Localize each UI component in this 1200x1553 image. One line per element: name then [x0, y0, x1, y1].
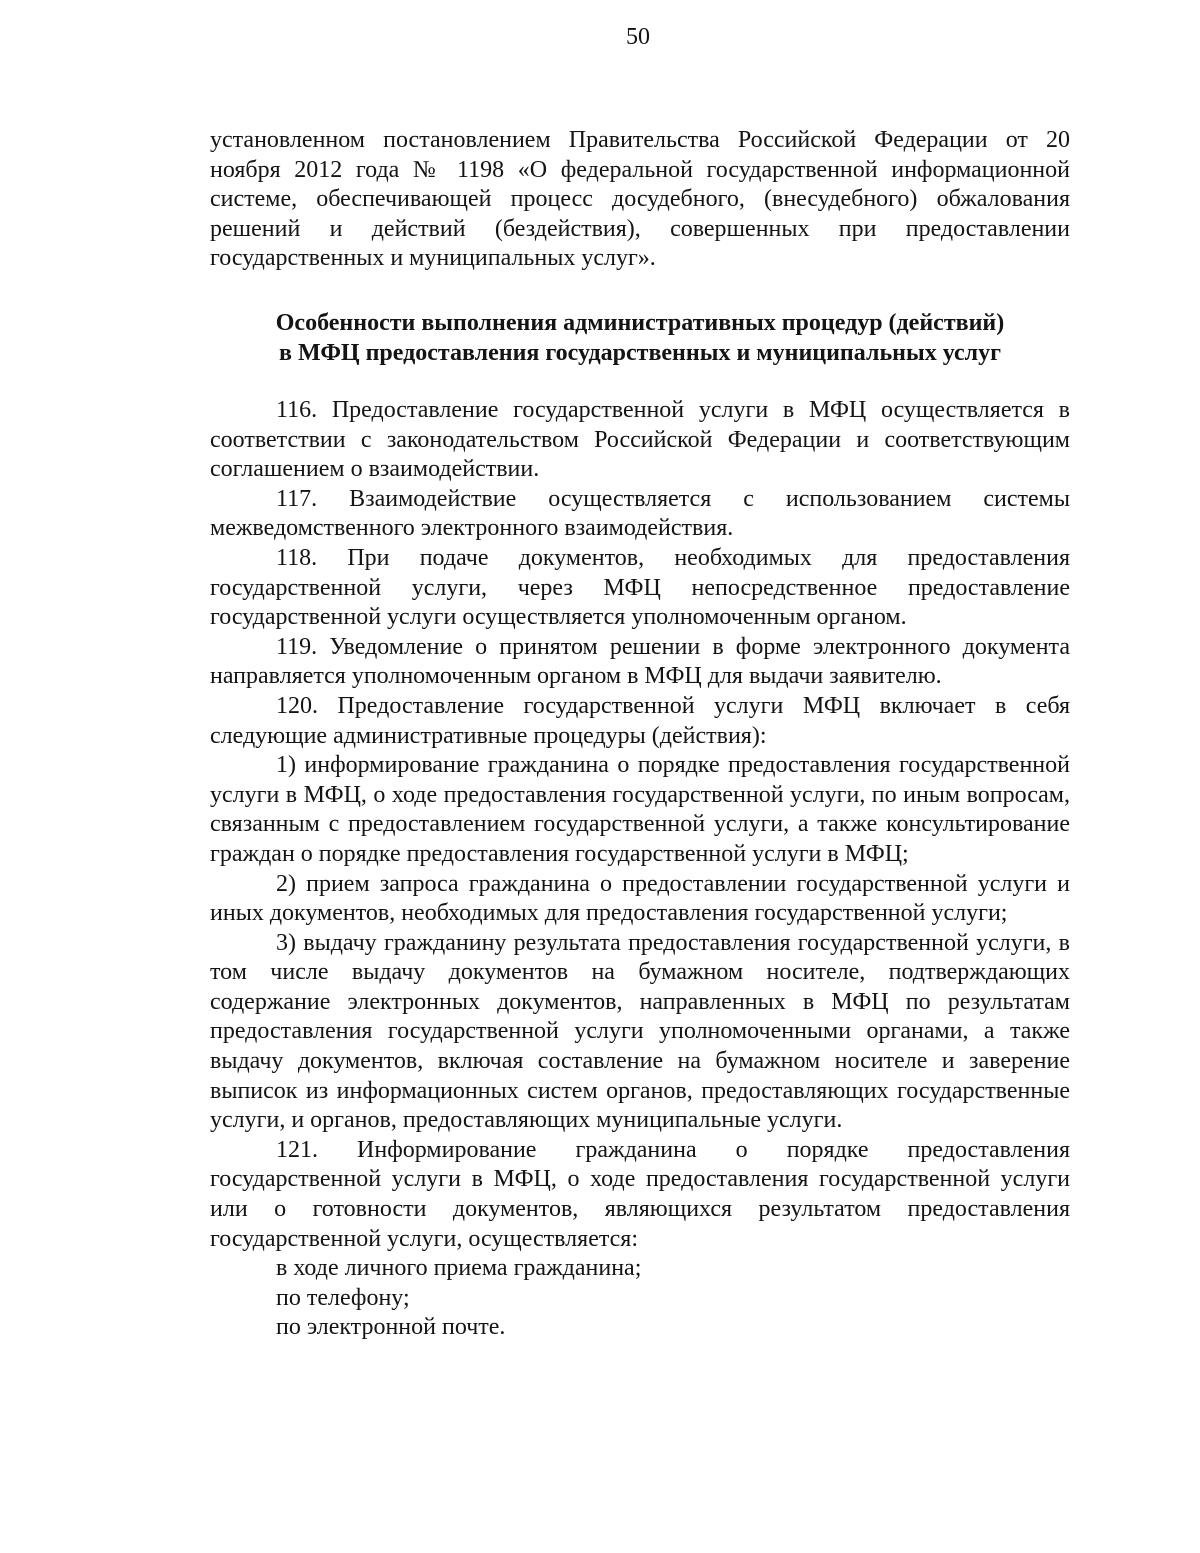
- heading-line-1: Особенности выполнения административных процедур (действий): [275, 310, 1005, 336]
- section-heading: [210, 308, 1070, 368]
- paragraph-120: 120. Предоставление государственной услуги МФЦ включает в себя следующие административные процедуры (действия):: [210, 692, 1070, 749]
- method-in-person: в ходе личного приема гражданина;: [276, 1255, 642, 1282]
- method-email: по электронной почте.: [276, 1314, 506, 1341]
- body-block: [210, 396, 1070, 1343]
- paragraph-118: 118. При подаче документов, необходимых для предоставления государственной услуги, через МФЦ непосредственное предоставление государственной услуги осуществляется уполномоченным органом.: [210, 544, 1070, 631]
- intro-paragraph: установленном постановлением Правительства Российской Федерации от 20 ноября 2012 года № 1198 «О федеральной государственной информационной системе, обеспечивающей процесс досудебного, (внесудебного) обжалования решений и действий (бездействия), совершенных при предоставлении государственных и муниципальных услуг».: [210, 127, 1070, 272]
- paragraph-117: 117. Взаимодействие осуществляется с использованием системы межведомственного электронного взаимодействия.: [210, 485, 1070, 542]
- paragraph-121: 121. Информирование гражданина о порядке предоставления государственной услуги в МФЦ, о ходе предоставления государственной услуги или о готовности документов, являющихся результатом предоставления государственной услуги, осуществляется:: [210, 1136, 1070, 1252]
- page-number: 50: [626, 24, 650, 50]
- contact-methods-list: [210, 1254, 1070, 1343]
- paragraph-119: 119. Уведомление о принятом решении в форме электронного документа направляется уполномоченным органом в МФЦ для выдачи заявителю.: [210, 633, 1070, 690]
- list-item-2: 2) прием запроса гражданина о предоставлении государственной услуги и иных документов, необходимых для предоставления государственной услуги;: [210, 870, 1070, 927]
- list-item-3: 3) выдачу гражданину результата предоставления государственной услуги, в том числе выдачу документов на бумажном носителе, подтверждающих содержание электронных документов, направленных в МФЦ по результатам предоставления государственной услуги уполномоченными органами, а также выдачу документов, включая составление на бумажном носителе и заверение выписок из информационных систем органов, предоставляющих государственные услуги, и органов, предоставляющих муниципальные услуги.: [210, 929, 1070, 1134]
- list-item-1: 1) информирование гражданина о порядке предоставления государственной услуги в МФЦ, о ходе предоставления государственной услуги, по иным вопросам, связанным с предоставлением государственной услуги, а также консультирование граждан о порядке предоставления государственной услуги в МФЦ;: [210, 752, 1070, 867]
- method-phone: по телефону;: [276, 1284, 410, 1311]
- paragraph-116: 116. Предоставление государственной услуги в МФЦ осуществляется в соответствии с законодательством Российской Федерации и соответствующим соглашением о взаимодействии.: [210, 397, 1070, 483]
- intro-block: [210, 126, 1070, 274]
- heading-line-2: в МФЦ предоставления государственных и муниципальных услуг: [279, 340, 1001, 366]
